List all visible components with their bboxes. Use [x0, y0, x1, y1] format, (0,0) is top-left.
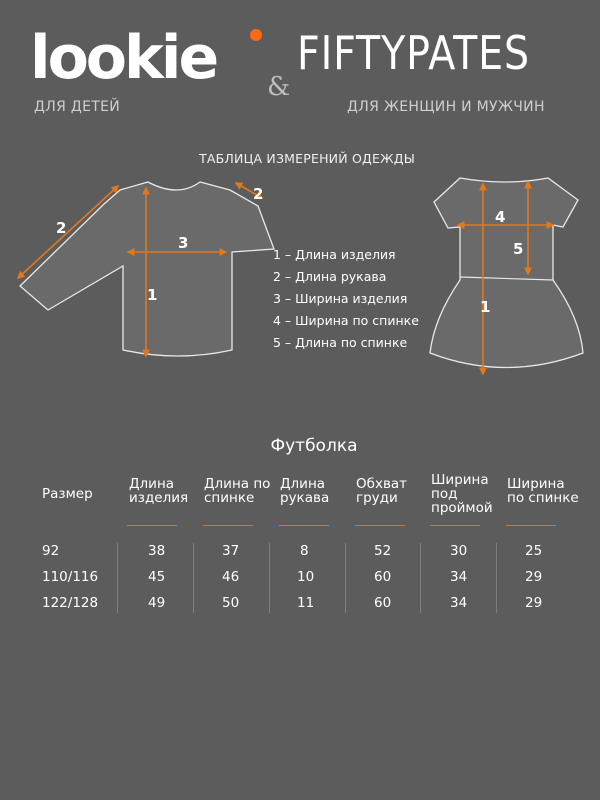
- header-rule: [506, 525, 556, 526]
- table-cell: 29: [525, 595, 543, 611]
- measurements-title: ТАБЛИЦА ИЗМЕРЕНИЙ ОДЕЖДЫ: [199, 151, 415, 166]
- table-cell: 8: [300, 543, 309, 559]
- table-cell: 110/116: [42, 569, 99, 585]
- legend-item-sleeve: 2 – Длина рукава: [273, 269, 387, 284]
- dress-label-1: 1: [480, 298, 491, 316]
- table-cell: 11: [297, 595, 315, 611]
- ampersand: &: [267, 72, 291, 102]
- fiftypates-tagline: ДЛЯ ЖЕНЩИН И МУЖЧИН: [347, 99, 545, 115]
- dress-label-5: 5: [513, 240, 524, 258]
- table-cell: 34: [450, 569, 468, 585]
- lookie-logo: lookie: [30, 23, 217, 93]
- table-cell: 45: [148, 569, 166, 585]
- table-cell: 37: [222, 543, 240, 559]
- table-cell: 49: [148, 595, 166, 611]
- header-chest: Обхват груди: [356, 476, 408, 506]
- table-cell: 38: [148, 543, 166, 559]
- legend-item-width: 3 – Ширина изделия: [273, 291, 408, 306]
- header-rule: [203, 525, 253, 526]
- column-separator: [496, 543, 497, 613]
- header-rule: [279, 525, 329, 526]
- fiftypates-logo: FIFTYPATES: [297, 26, 531, 80]
- table-cell: 92: [42, 543, 60, 559]
- header-rule: [355, 525, 405, 526]
- column-separator: [345, 543, 346, 613]
- legend-item-length: 1 – Длина изделия: [273, 247, 396, 262]
- table-cell: 122/128: [42, 595, 99, 611]
- shirt-outline: [20, 182, 274, 356]
- column-separator: [117, 543, 118, 613]
- measurement-legend: [273, 244, 419, 354]
- table-cell: 52: [374, 543, 392, 559]
- header-size: Размер: [42, 486, 93, 502]
- table-cell: 60: [374, 595, 392, 611]
- header-back-length: Длина по спинке: [204, 476, 271, 506]
- table-cell: 10: [297, 569, 315, 585]
- shirt-label-1: 1: [147, 286, 158, 304]
- header-rule: [430, 525, 480, 526]
- column-separator: [420, 543, 421, 613]
- legend-item-back-width: 4 – Ширина по спинке: [273, 313, 419, 328]
- header-rule: [127, 525, 177, 526]
- column-separator: [269, 543, 270, 613]
- shirt-label-2-right: 2: [253, 185, 264, 203]
- header-length: Длина изделия: [129, 476, 189, 506]
- table-cell: 46: [222, 569, 240, 585]
- logo-orange-dot: [250, 29, 262, 41]
- shirt-label-2-left: 2: [56, 219, 67, 237]
- table-cell: 50: [222, 595, 240, 611]
- table-cell: 30: [450, 543, 468, 559]
- legend-item-back-length: 5 – Длина по спинке: [273, 335, 408, 350]
- dress-label-4: 4: [495, 208, 506, 226]
- table-cell: 25: [525, 543, 543, 559]
- table-cell: 60: [374, 569, 392, 585]
- dress-outline: [430, 178, 583, 368]
- shirt-label-3: 3: [178, 234, 189, 252]
- header-underarm-width: Ширина под проймой: [431, 472, 493, 516]
- column-separator: [193, 543, 194, 613]
- table-title: Футболка: [270, 436, 358, 456]
- header-back-width: Ширина по спинке: [507, 476, 579, 506]
- header-sleeve-length: Длина рукава: [280, 476, 330, 506]
- table-cell: 29: [525, 569, 543, 585]
- table-cell: 34: [450, 595, 468, 611]
- lookie-tagline: ДЛЯ ДЕТЕЙ: [34, 99, 120, 115]
